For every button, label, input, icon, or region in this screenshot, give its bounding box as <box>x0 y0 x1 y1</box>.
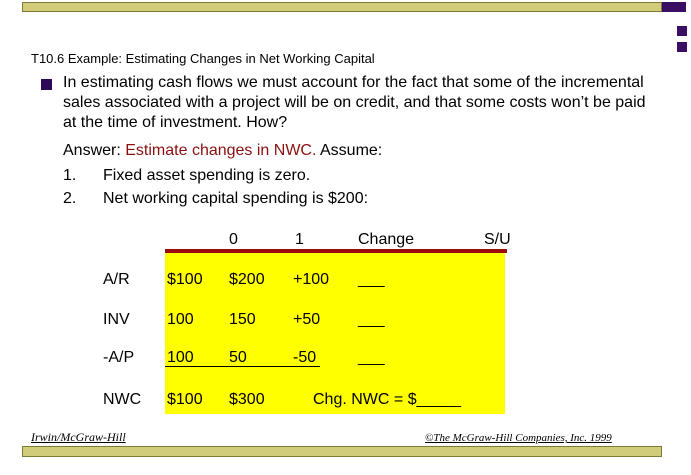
assume-num-2: 2. <box>63 190 77 207</box>
row-inv-change: +50 <box>293 311 321 328</box>
row-ar-su: ___ <box>358 271 385 288</box>
header-change: Change <box>358 231 415 248</box>
bullet-text: In estimating cash flows we must account for the fact that some of the incremental sales associated with a project will be on credit, and that some costs won’t be paid at the time of investment. How? <box>63 74 646 131</box>
row-ap-c1: 50 <box>229 349 247 366</box>
side-square-2 <box>677 42 687 52</box>
row-nwc-change: Chg. NWC = $_____ <box>313 391 462 408</box>
bottom-decor-bar <box>22 446 662 457</box>
footer-copyright: ©The McGraw-Hill Companies, Inc. 1999 <box>425 432 612 444</box>
row-ar-c1: $200 <box>229 271 265 288</box>
row-ap-change: -50 <box>293 349 317 366</box>
row-ar-label: A/R <box>103 271 130 288</box>
slide-title: T10.6 Example: Estimating Changes in Net Working Capital <box>31 51 375 66</box>
top-bar-purple <box>662 2 686 12</box>
header-col-0: 0 <box>229 231 238 248</box>
header-rule <box>165 249 507 253</box>
answer-highlight: Estimate changes in NWC. <box>125 142 317 159</box>
header-col-1: 1 <box>295 231 304 248</box>
answer-suffix: Assume: <box>316 142 383 159</box>
assume-text-2: Net working capital spending is $200: <box>103 190 369 207</box>
row-inv-label: INV <box>103 311 130 328</box>
row-nwc-label: NWC <box>103 391 142 408</box>
answer-line <box>63 141 382 161</box>
row-nwc-c0: $100 <box>167 391 203 408</box>
row-inv-su: ___ <box>358 311 385 328</box>
row-ar-change: +100 <box>293 271 330 288</box>
row-nwc-c1: $300 <box>229 391 265 408</box>
row-inv-c1: 150 <box>229 311 256 328</box>
top-bar-khaki <box>22 2 662 12</box>
row-ar-c0: $100 <box>167 271 203 288</box>
row-ap-su: ___ <box>358 349 385 366</box>
row-inv-c0: 100 <box>167 311 194 328</box>
row-ap-c0: 100 <box>167 349 194 366</box>
assume-num-1: 1. <box>63 167 77 184</box>
answer-prefix: Answer: <box>63 142 126 159</box>
footer-publisher: Irwin/McGraw-Hill <box>31 430 126 444</box>
assume-text-1: Fixed asset spending is zero. <box>103 167 311 184</box>
header-su: S/U <box>484 231 511 248</box>
side-square-1 <box>677 26 687 36</box>
top-decor-bar <box>22 2 686 12</box>
row-ap-label: -A/P <box>103 349 135 366</box>
square-bullet-icon <box>41 79 52 90</box>
